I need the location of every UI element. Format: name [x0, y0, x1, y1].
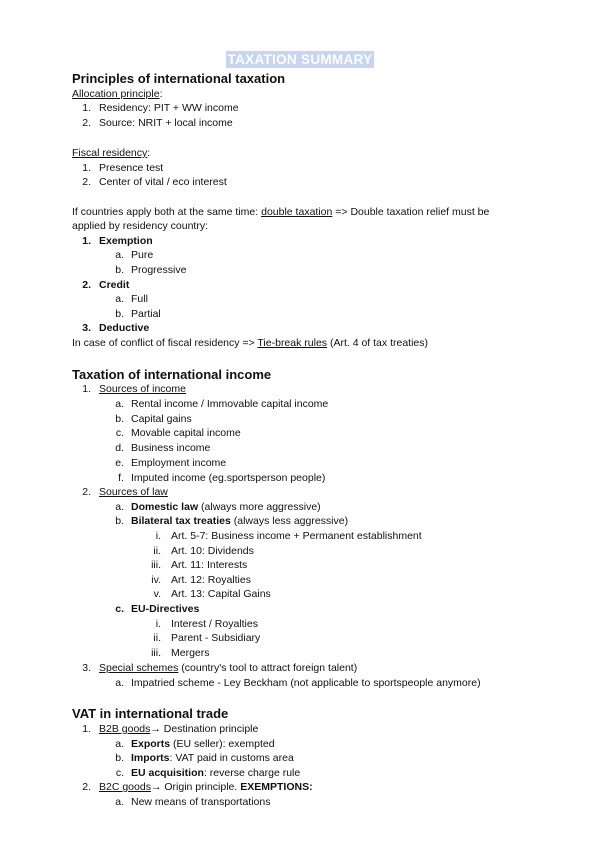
conflict-paragraph — [72, 337, 428, 350]
paragraph-text: (Art. 4 of tax treaties) — [327, 337, 428, 349]
relief-item-credit — [72, 279, 129, 292]
list-item-sources-of-law — [72, 486, 168, 499]
list-marker: a. — [115, 249, 124, 261]
list-item-text: Rental income / Immovable capital income — [131, 398, 329, 410]
list-item-text: Impatried scheme - Ley Beckham (not applicable to sportspeople anymore) — [131, 677, 481, 689]
treaty-article — [145, 559, 247, 572]
list-item-label: B2C goods — [99, 781, 151, 793]
list-item-b2b-goods — [72, 723, 258, 736]
list-item-text: Sources of income — [99, 383, 186, 395]
list-item-text: Full — [131, 293, 148, 305]
eu-directive-item — [145, 618, 258, 631]
section-heading-international-income: Taxation of international income — [72, 367, 272, 382]
list-marker: a. — [115, 398, 124, 410]
eu-directive-item — [145, 632, 260, 645]
list-item-text: Imputed income (eg.sportsperson people) — [131, 472, 326, 484]
list-item-text: Art. 12: Royalties — [171, 574, 251, 586]
list-item-note: (always less aggressive) — [230, 515, 349, 527]
sub-item-full — [112, 293, 148, 306]
list-item-text: Art. 13: Capital Gains — [171, 588, 271, 600]
list-item-text: Capital gains — [131, 413, 192, 425]
list-item-text: Progressive — [131, 264, 187, 276]
treaty-article — [145, 530, 422, 543]
list-item-label: Exports — [131, 738, 171, 750]
list-item-text: Employment income — [131, 457, 227, 469]
paragraph-text: If countries apply both at the same time: — [72, 206, 262, 218]
list-item-label: Imports — [131, 752, 170, 764]
list-item-text: New means of transportations — [131, 796, 271, 808]
allocation-colon: : — [159, 88, 163, 100]
list-marker: ii. — [153, 632, 161, 644]
list-marker: b. — [115, 264, 124, 276]
document-title-wrapper — [0, 51, 600, 69]
list-item-center — [72, 176, 227, 189]
list-item-text: Art. 10: Dividends — [171, 545, 254, 557]
eu-directive-item — [145, 647, 210, 660]
sub-item-pure — [112, 249, 153, 262]
list-marker: c. — [115, 767, 124, 779]
sub-item-income — [112, 413, 192, 426]
list-item-text: Parent - Subsidiary — [171, 632, 261, 644]
list-marker: 2. — [82, 486, 91, 498]
allocation-label-text: Allocation principle — [72, 88, 160, 100]
list-marker: 2. — [82, 781, 91, 793]
list-item-note: (EU seller): exempted — [170, 738, 275, 750]
list-marker: 1. — [82, 383, 91, 395]
list-marker: ii. — [153, 545, 161, 557]
list-marker: 3. — [82, 322, 91, 334]
list-marker: iii. — [151, 647, 161, 659]
list-item-residency — [72, 102, 239, 115]
treaty-article — [145, 545, 254, 558]
list-marker: b. — [115, 308, 124, 320]
fiscal-colon: : — [147, 147, 151, 159]
list-item-special-schemes — [72, 662, 357, 675]
list-marker: a. — [115, 293, 124, 305]
list-item-text: Deductive — [99, 322, 150, 334]
double-taxation-paragraph-line2: applied by residency country: — [72, 220, 208, 232]
sub-item-new-transport — [112, 796, 270, 809]
tie-break-rules-term: Tie-break rules — [257, 337, 328, 349]
list-marker: v. — [153, 588, 161, 600]
list-item-text: Presence test — [99, 162, 164, 174]
list-item-text: Mergers — [171, 647, 210, 659]
list-item-text: Exemption — [99, 235, 153, 247]
list-item-text: EU-Directives — [131, 603, 200, 615]
section-heading-vat: VAT in international trade — [72, 706, 229, 721]
fiscal-label-text: Fiscal residency — [72, 147, 148, 159]
list-marker: e. — [115, 457, 124, 469]
list-marker: b. — [115, 752, 124, 764]
relief-item-deductive — [72, 322, 149, 335]
list-marker: 1. — [82, 162, 91, 174]
paragraph-text: In case of conflict of fiscal residency => — [72, 337, 258, 349]
list-item-text: Interest / Royalties — [171, 618, 258, 630]
section-heading-principles: Principles of international taxation — [72, 71, 286, 86]
list-marker: d. — [115, 442, 124, 454]
list-marker: 2. — [82, 279, 91, 291]
list-marker: 1. — [82, 235, 91, 247]
fiscal-residency-label — [72, 147, 150, 160]
list-item-text: Source: NRIT + local income — [99, 117, 233, 129]
list-item-note: → Origin principle. — [150, 781, 241, 793]
list-marker: c. — [115, 427, 124, 439]
list-item-text: Residency: PIT + WW income — [99, 102, 239, 114]
list-item-presence — [72, 162, 163, 175]
list-item-text: Partial — [131, 308, 161, 320]
list-marker: b. — [115, 515, 124, 527]
exemptions-label: EXEMPTIONS: — [240, 781, 313, 793]
list-marker: 3. — [82, 662, 91, 674]
treaty-article — [145, 574, 251, 587]
list-item-note: (always more aggressive) — [198, 501, 321, 513]
list-marker: a. — [115, 796, 124, 808]
list-item-note: : VAT paid in customs area — [169, 752, 294, 764]
double-taxation-term: double taxation — [261, 206, 333, 218]
list-item-text: Pure — [131, 249, 154, 261]
list-item-text: Movable capital income — [131, 427, 241, 439]
list-marker: 2. — [82, 117, 91, 129]
document-title: TAXATION SUMMARY — [227, 52, 373, 67]
list-item-label: Bilateral tax treaties — [131, 515, 231, 527]
list-marker: i. — [155, 618, 161, 630]
sub-item-domestic-law — [112, 501, 321, 514]
allocation-principle-label — [72, 88, 162, 101]
list-marker: b. — [115, 413, 124, 425]
sub-item-eu-directives — [112, 603, 199, 616]
sub-item-income — [112, 427, 241, 440]
sub-item-income — [112, 472, 325, 485]
list-item-text: Sources of law — [99, 486, 168, 498]
list-item-source — [72, 117, 233, 130]
list-marker: a. — [115, 738, 124, 750]
sub-item-eu-acquisition — [112, 767, 300, 780]
sub-item-income — [112, 398, 328, 411]
list-marker: 2. — [82, 176, 91, 188]
treaty-article — [145, 588, 271, 601]
list-item-text: Art. 11: Interests — [171, 559, 248, 571]
list-item-note: (country's tool to attract foreign talent) — [178, 662, 358, 674]
list-item-text: Center of vital / eco interest — [99, 176, 227, 188]
sub-item-exports — [112, 738, 275, 751]
list-marker: iii. — [151, 559, 161, 571]
list-item-label: EU acquisition — [131, 767, 204, 779]
list-marker: i. — [155, 530, 161, 542]
list-marker: c. — [115, 603, 124, 615]
list-item-label: Special schemes — [99, 662, 179, 674]
list-marker: 1. — [82, 102, 91, 114]
sub-item-impatried-scheme — [112, 677, 481, 690]
list-item-note: → Destination principle — [150, 723, 259, 735]
list-marker: f. — [118, 472, 124, 484]
list-marker: a. — [115, 677, 124, 689]
list-marker: a. — [115, 501, 124, 513]
sub-item-progressive — [112, 264, 186, 277]
sub-item-bilateral-treaties — [112, 515, 348, 528]
sub-item-imports — [112, 752, 294, 765]
sub-item-income — [112, 442, 210, 455]
paragraph-text: => Double taxation relief must be — [332, 206, 490, 218]
list-item-b2c-goods — [72, 781, 313, 794]
list-item-text: Art. 5-7: Business income + Permanent establishment — [171, 530, 422, 542]
list-item-text: Credit — [99, 279, 130, 291]
relief-item-exemption — [72, 235, 153, 248]
list-item-text: Business income — [131, 442, 211, 454]
list-marker: iv. — [151, 574, 161, 586]
sub-item-partial — [112, 308, 161, 321]
list-item-note: : reverse charge rule — [203, 767, 301, 779]
list-item-sources-of-income — [72, 383, 186, 396]
sub-item-income — [112, 457, 226, 470]
list-item-label: B2B goods — [99, 723, 151, 735]
list-marker: 1. — [82, 723, 91, 735]
list-item-label: Domestic law — [131, 501, 199, 513]
double-taxation-paragraph — [72, 206, 489, 219]
